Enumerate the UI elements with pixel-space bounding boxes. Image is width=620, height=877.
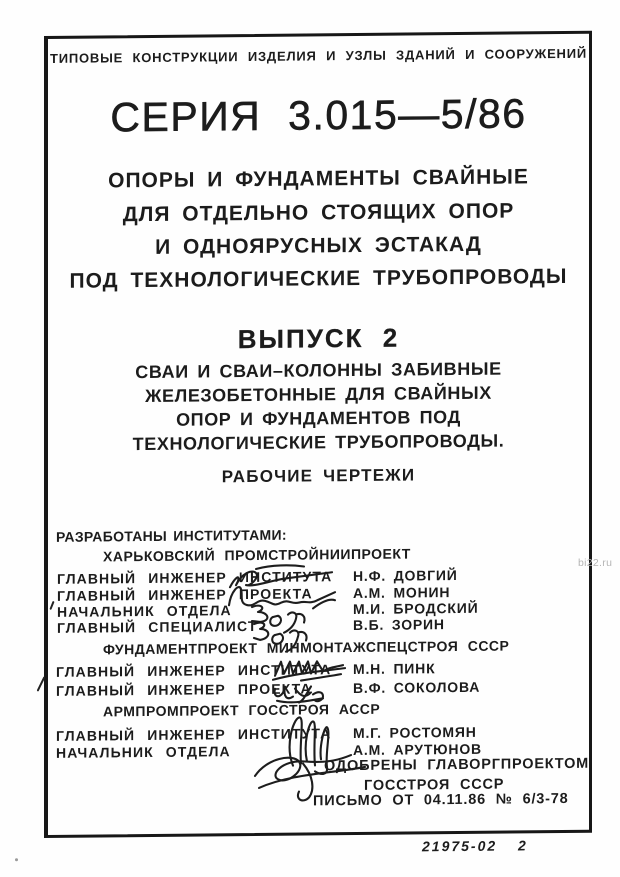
institute-name: АРМПРОМПРОЕКТ ГОССТРОЯ АССР <box>103 700 381 720</box>
series-title: СЕРИЯ 3.015—5/86 <box>110 90 527 141</box>
developed-by-label: РАЗРАБОТАНЫ ИНСТИТУТАМИ: <box>56 526 287 545</box>
person-role: ГЛАВНЫЙ СПЕЦИАЛИСТ <box>57 617 258 636</box>
title-line: ДЛЯ ОТДЕЛЬНО СТОЯЩИХ ОПОР <box>122 199 515 227</box>
issue-line: СВАИ И СВАИ–КОЛОННЫ ЗАБИВНЫЕ <box>135 358 502 383</box>
person-role: ГЛАВНЫЙ ИНЖЕНЕР ПРОЕКТА <box>57 585 313 604</box>
person-name: Н.Ф. ДОВГИЙ <box>353 567 458 585</box>
person-role: ГЛАВНЫЙ ИНЖЕНЕР ПРОЕКТА <box>56 680 312 699</box>
institute-name: ФУНДАМЕНТПРОЕКТ МИНМОНТАЖСПЕЦСТРОЯ СССР <box>103 637 510 658</box>
issue-heading: ВЫПУСК 2 <box>237 322 400 355</box>
approval-line: ОДОБРЕНЫ ГЛАВОРГПРОЕКТОМ <box>324 755 590 775</box>
watermark: bi22.ru <box>578 557 613 569</box>
working-drawings-label: РАБОЧИЕ ЧЕРТЕЖИ <box>221 465 416 487</box>
person-name: М.Н. ПИНК <box>353 660 436 678</box>
signature-sokolova <box>269 680 327 705</box>
signature-arutyunov <box>241 745 389 804</box>
title-line: ОПОРЫ И ФУНДАМЕНТЫ СВАЙНЫЕ <box>108 165 529 193</box>
institute-name: ХАРЬКОВСКИЙ ПРОМСТРОЙНИИПРОЕКТ <box>103 545 411 565</box>
person-role: НАЧАЛЬНИК ОТДЕЛА <box>56 743 231 761</box>
sheet-number: 2 <box>518 837 528 854</box>
issue-line: ОПОР И ФУНДАМЕНТОВ ПОД <box>176 406 461 430</box>
person-role: НАЧАЛЬНИК ОТДЕЛА <box>57 602 232 620</box>
person-name: А.М. МОНИН <box>353 584 451 602</box>
title-line: ПОД ТЕХНОЛОГИЧЕСКИЕ ТРУБОПРОВОДЫ <box>69 264 568 293</box>
person-name: М.Г. РОСТОМЯН <box>353 723 477 742</box>
doc-number: 21975-02 <box>422 837 498 855</box>
approval-line: ГОССТРОЯ СССР <box>364 776 505 794</box>
document-rubric: ТИПОВЫЕ КОНСТРУКЦИИ ИЗДЕЛИЯ И УЗЛЫ ЗДАНИЙ И СООРУЖЕНИЙ <box>49 45 588 66</box>
person-name: А.М. АРУТЮНОВ <box>353 740 482 759</box>
person-name: В.Б. ЗОРИН <box>353 616 445 634</box>
approval-line: ПИСЬМО ОТ 04.11.86 № 6/3-78 <box>313 790 569 810</box>
document-frame <box>44 31 592 838</box>
signature-pink <box>271 655 349 682</box>
title-line: И ОДНОЯРУСНЫХ ЭСТАКАД <box>155 232 482 259</box>
person-name: В.Ф. СОКОЛОВА <box>353 678 481 697</box>
signature-zorin <box>244 617 312 652</box>
issue-line: ЖЕЛЕЗОБЕТОННЫЕ ДЛЯ СВАЙНЫХ <box>145 382 492 407</box>
scan-mark <box>37 676 46 691</box>
person-role: ГЛАВНЫЙ ИНЖЕНЕР ИНСТИТУТА <box>56 725 332 744</box>
person-role: ГЛАВНЫЙ ИНЖЕНЕР ИНСТИТУТА <box>56 661 332 680</box>
scan-speck <box>15 858 18 861</box>
person-role: ГЛАВНЫЙ ИНЖЕНЕР ИНСТИТУТА <box>57 568 333 587</box>
scan-mark <box>49 601 54 610</box>
issue-line: ТЕХНОЛОГИЧЕСКИЕ ТРУБОПРОВОДЫ. <box>132 430 505 455</box>
person-name: М.И. БРОДСКИЙ <box>353 599 479 618</box>
